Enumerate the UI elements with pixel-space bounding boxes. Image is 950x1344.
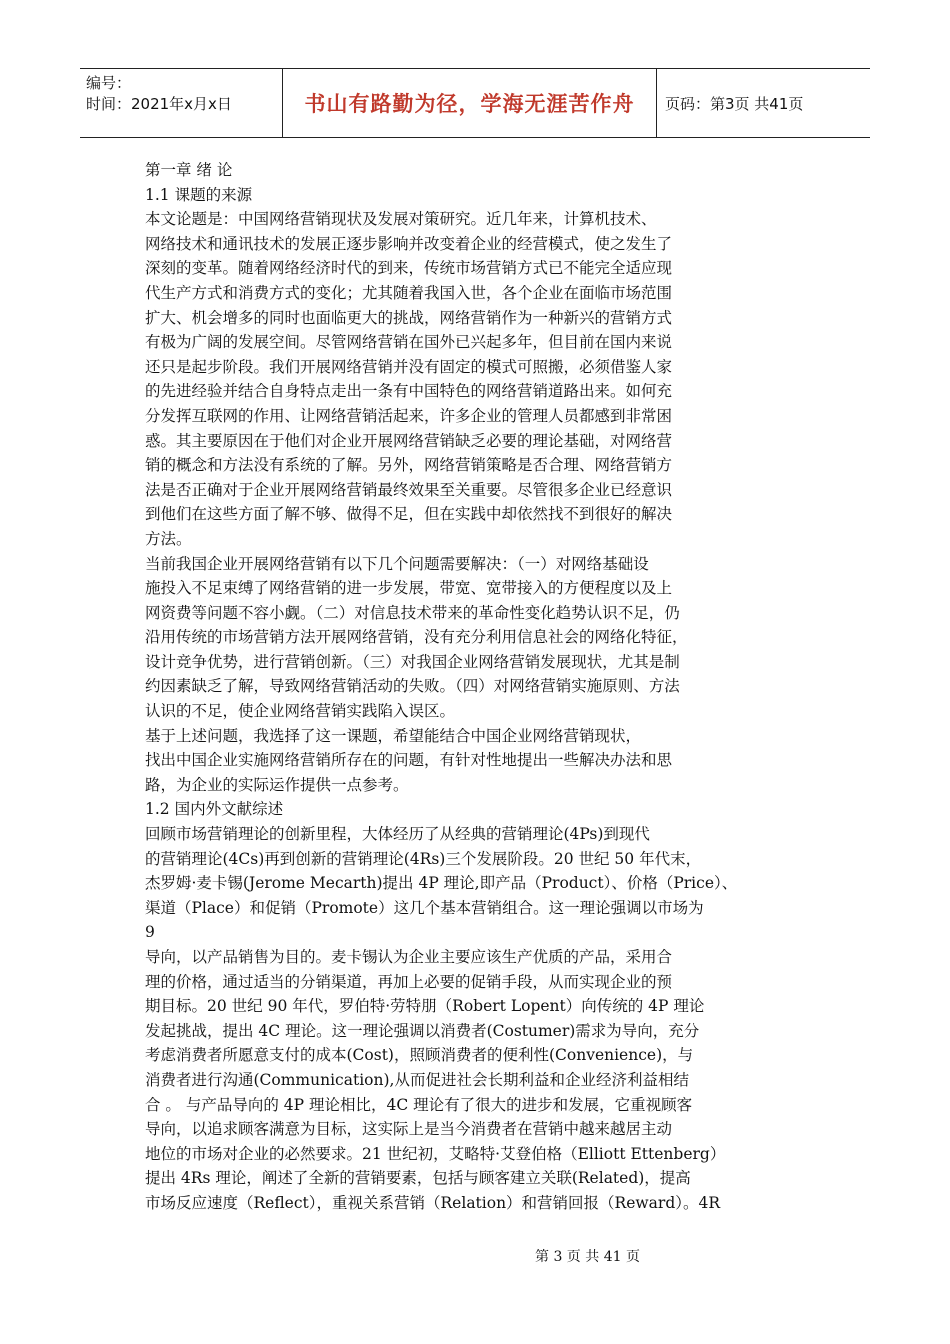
- body-line: 分发挥互联网的作用、让网络营销活起来，许多企业的管理人员都感到非常困: [145, 406, 673, 425]
- document-body: [145, 158, 745, 1216]
- body-line: 本文论题是：中国网络营销现状及发展对策研究。近几年来，计算机技术、: [145, 210, 657, 229]
- body-line: 还只是起步阶段。我们开展网络营销并没有固定的模式可照搬，必须借鉴人家: [145, 357, 673, 376]
- header-page-info: 页码：第3页 共41页: [665, 94, 804, 113]
- body-line: 扩大、机会增多的同时也面临更大的挑战，网络营销作为一种新兴的营销方式: [145, 308, 673, 327]
- body-line: 施投入不足束缚了网络营销的进一步发展，带宽、宽带接入的方便程度以及上: [145, 579, 673, 598]
- body-line: 网资费等问题不容小觑。（二）对信息技术带来的革命性变化趋势认识不足，仍: [145, 603, 680, 622]
- body-line: 的营销理论(4Cs)再到创新的营销理论(4Rs)三个发展阶段。20 世纪 50 年代末，: [145, 849, 702, 868]
- body-line: 的先进经验并结合自身特点走出一条有中国特色的网络营销道路出来。如何充: [145, 382, 673, 401]
- body-line: 考虑消费者所愿意支付的成本(Cost)，照顾消费者的便利性(Convenience)，与: [145, 1046, 694, 1065]
- footer-page-number: 第 3 页 共 41 页: [535, 1249, 640, 1265]
- header-motto-cell: [283, 69, 657, 137]
- header-page-cell: [657, 69, 870, 137]
- body-line: 约因素缺乏了解，导致网络营销活动的失败。（四）对网络营销实施原则、方法: [145, 677, 680, 696]
- body-line: 设计竞争优势，进行营销创新。（三）对我国企业网络营销发展现状，尤其是制: [145, 652, 680, 671]
- body-line: 1.1 课题的来源: [145, 185, 253, 204]
- page-footer: [0, 1246, 950, 1266]
- body-line: 代生产方式和消费方式的变化；尤其随着我国入世，各个企业在面临市场范围: [145, 283, 673, 302]
- document-number-label: 编号：: [86, 74, 132, 92]
- body-line: 当前我国企业开展网络营销有以下几个问题需要解决：（一）对网络基础设: [145, 554, 649, 573]
- body-line: 路，为企业的实际运作提供一点参考。: [145, 775, 409, 794]
- body-line: 找出中国企业实施网络营销所存在的问题，有针对性地提出一些解决办法和思: [145, 751, 673, 770]
- body-line: 到他们在这些方面了解不够、做得不足，但在实践中却依然找不到很好的解决: [145, 505, 673, 524]
- header-motto: 书山有路勤为径，学海无涯苦作舟: [304, 92, 635, 116]
- header-left-cell: [80, 69, 283, 137]
- body-line: 渠道（Place）和促销（Promote）这几个基本营销组合。这一理论强调以市场为: [145, 898, 704, 917]
- body-line: 惑。其主要原因在于他们对企业开展网络营销缺乏必要的理论基础，对网络营: [145, 431, 673, 450]
- body-line: 期目标。20 世纪 90 年代，罗伯特·劳特朋（Robert Lopent）向传统的 4P 理论: [145, 997, 705, 1016]
- body-line: 有极为广阔的发展空间。尽管网络营销在国外已兴起多年，但目前在国内来说: [145, 333, 673, 352]
- body-line: 杰罗姆·麦卡锡(Jerome Mecarth)提出 4P 理论,即产品（Product）、价格（Price）、: [145, 874, 738, 893]
- body-line: 市场反应速度（Reflect），重视关系营销（Relation）和营销回报（Reward）。4R: [145, 1193, 721, 1212]
- body-line: 销的概念和方法没有系统的了解。另外，网络营销策略是否合理、网络营销方: [145, 456, 673, 475]
- body-line: 法是否正确对于企业开展网络营销最终效果至关重要。尽管很多企业已经意识: [145, 480, 673, 499]
- body-line: 基于上述问题，我选择了这一课题，希望能结合中国企业网络营销现状，: [145, 726, 642, 745]
- body-line: 深刻的变革。随着网络经济时代的到来，传统市场营销方式已不能完全适应现: [145, 259, 673, 278]
- body-line: 发起挑战，提出 4C 理论。这一理论强调以消费者(Costumer)需求为导向，充分: [145, 1021, 700, 1040]
- body-line: 第一章 绪 论: [145, 161, 233, 179]
- body-line: 认识的不足，使企业网络营销实践陷入误区。: [145, 702, 456, 721]
- body-line: 消费者进行沟通(Communication),从而促进社会长期利益和企业经济利益相结: [145, 1070, 689, 1089]
- body-line: 9: [145, 923, 155, 942]
- body-line: 沿用传统的市场营销方法开展网络营销，没有充分利用信息社会的网络化特征，: [145, 628, 688, 647]
- body-line: 理的价格，通过适当的分销渠道，再加上必要的促销手段，从而实现企业的预: [145, 972, 673, 991]
- body-line: 合 。 与产品导向的 4P 理论相比，4C 理论有了很大的进步和发展，它重视顾客: [145, 1095, 693, 1114]
- document-date: 时间：2021年x月x日: [86, 95, 232, 113]
- body-line: 1.2 国内外文献综述: [145, 800, 284, 819]
- body-line: 回顾市场营销理论的创新里程，大体经历了从经典的营销理论(4Ps)到现代: [145, 825, 650, 844]
- body-line: 方法。: [145, 529, 192, 548]
- header-table: [80, 68, 870, 138]
- body-line: 地位的市场对企业的必然要求。21 世纪初，艾略特·艾登伯格（Elliott Ettenberg）: [145, 1144, 726, 1163]
- body-line: 导向，以追求顾客满意为目标，这实际上是当今消费者在营销中越来越居主动: [145, 1120, 673, 1139]
- body-line: 网络技术和通讯技术的发展正逐步影响并改变着企业的经营模式，使之发生了: [145, 234, 673, 253]
- body-line: 提出 4Rs 理论，阐述了全新的营销要素，包括与顾客建立关联(Related)，提高: [145, 1169, 691, 1188]
- body-line: 导向，以产品销售为目的。麦卡锡认为企业主要应该生产优质的产品，采用合: [145, 948, 673, 966]
